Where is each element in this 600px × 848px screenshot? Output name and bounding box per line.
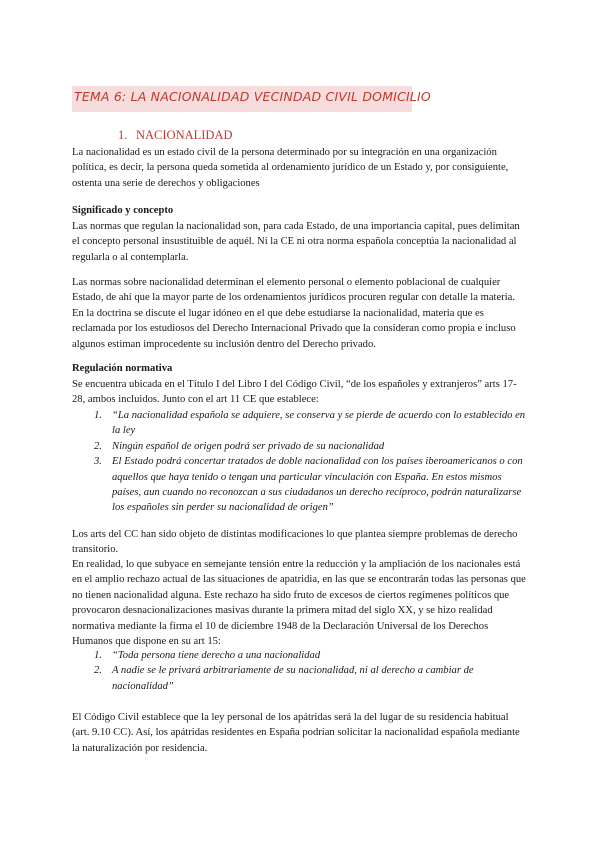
- list-item: [72, 663, 528, 694]
- list-item-number: 1.: [94, 650, 102, 661]
- list-item-number: 3.: [94, 456, 102, 468]
- list-item: [72, 439, 528, 454]
- regulacion-paragraph-1: Se encuentra ubicada en el Título I del Libro I del Código Civil, “de los españoles y extranjeros” arts 17-28, ambos incluidos. Junto con el art 11 CE que establece:: [72, 379, 517, 406]
- list-item: [72, 408, 528, 439]
- list-item-number: 2.: [94, 665, 102, 677]
- intro-paragraph: La nacionalidad es un estado civil de la persona determinado por su integración en una organización política, es decir, la persona queda sometida al ordenamiento jurídico de un Estado y, por consiguiente, ostenta una serie de derechos y obligaciones: [72, 147, 509, 189]
- list-item-text: A nadie se le privará arbitrariamente de su nacionalidad, ni al derecho a cambiar de nacionalidad”: [112, 665, 474, 692]
- regulacion-paragraph-2: Los arts del CC han sido objeto de distintas modificaciones lo que plantea siempre problemas de derecho transitorio.: [72, 529, 518, 556]
- list-item-text: “Toda persona tiene derecho a una nacionalidad: [112, 650, 321, 661]
- title-highlight: [72, 86, 431, 112]
- list-item-number: 1.: [94, 410, 102, 421]
- section-heading-text: NACIONALIDAD: [136, 128, 233, 142]
- subheading-significado: Significado y concepto: [72, 205, 174, 216]
- list-item-text: El Estado podrá concertar tratados de doble nacionalidad con los países iberoamericanos o con aquellos que haya tenido o tengan una particular vinculación con España. En estos mismos países, aun cuando no reconozcan a sus ciudadanos un derecho recíproco, podrán naturalizarse los españoles sin perder su nacionalidad de origen”: [112, 456, 523, 514]
- regulacion-paragraph-4: El Código Civil establece que la ley personal de los apátridas será la del lugar de su residencia habitual (art. 9.10 CC). Así, los apátridas residentes en España podrían solicitar la nacionalidad española mediante la naturalización por residencia.: [72, 712, 520, 754]
- regulacion-paragraph-3: En realidad, lo que subyace en semejante tensión entre la reducción y la ampliación de los nacionales está en el amplio rechazo actual de las situaciones de apatridia, en las que se encontrarán todas las personas que no tienen nacionalidad alguna. Este rechazo ha sido fruto de excesos de ciertos regímenes políticos que provocaron desnacionalizaciones masivas durante la primera mitad del siglo XX, y se hizo realidad normativa mediante la firma el 10 de diciembre 1948 de la Declaración Universal de los Derechos Humanos que dispone en su art 15:: [72, 559, 526, 648]
- list-item-text: Ningún español de origen podrá ser privado de su nacionalidad: [112, 440, 385, 452]
- significado-paragraph-2: Las normas sobre nacionalidad determinan el elemento personal o elemento poblacional de cualquier Estado, de ahí que la mayor parte de los ordenamientos jurídicos procuren regular con detalle la materia. En la doctrina se discute el lugar idóneo en el que debe estudiarse la nacionalidad, materia que es reclamada por los estudiosos del Derecho Internacional Privado que la consideran como propia e incluso algunos estiman improcedente su inclusión dentro del Derecho privado.: [72, 277, 516, 350]
- article-15-list: [72, 648, 528, 694]
- list-item-text: “La nacionalidad española se adquiere, se conserva y se pierde de acuerdo con lo establecido en la ley: [112, 410, 526, 437]
- page-title: TEMA 6: LA NACIONALIDAD VECINDAD CIVIL DOMICILIO: [74, 89, 431, 104]
- significado-paragraph-1: Las normas que regulan la nacionalidad son, para cada Estado, de una importancia capital, pues delimitan el concepto personal insustituible de aquél. Ni la CE ni otra norma española conceptúa la nacionalidad al regularla o al contemplarla.: [72, 221, 520, 263]
- section-number: 1.: [118, 128, 128, 142]
- section-heading: [118, 128, 233, 143]
- subheading-regulacion: Regulación normativa: [72, 363, 173, 374]
- list-item: [72, 454, 528, 516]
- article-11-list: [72, 408, 528, 516]
- list-item: [72, 648, 528, 663]
- list-item-number: 2.: [94, 440, 102, 452]
